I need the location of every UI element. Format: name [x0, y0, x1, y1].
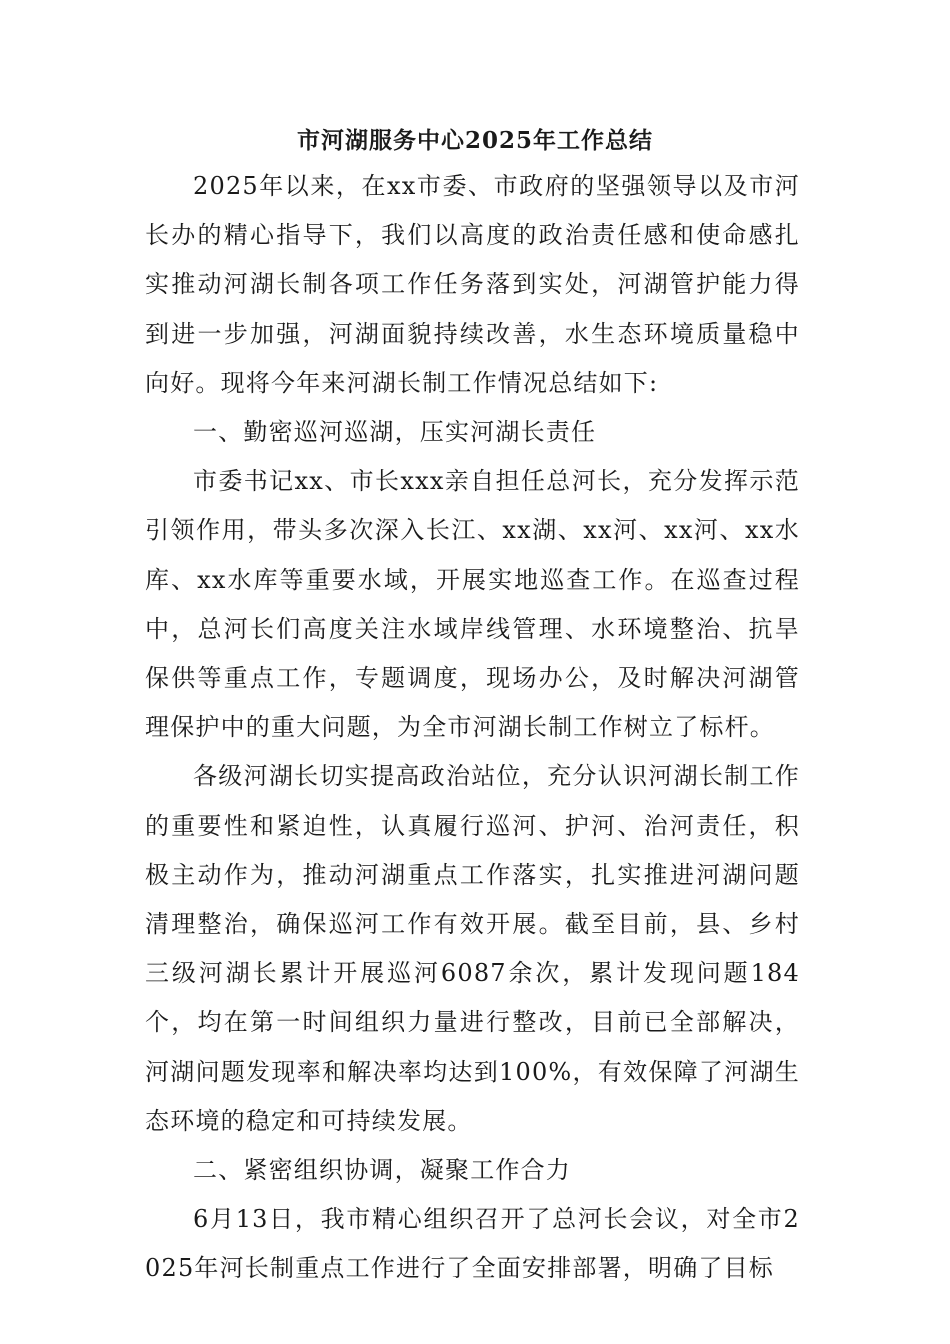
intro-paragraph: 2025年以来，在xx市委、市政府的坚强领导以及市河长办的精心指导下，我们以高度的政治责任感和使命感扎实推动河湖长制各项工作任务落到实处，河湖管护能力得到进一步加强，河湖面貌持续改善，水生态环境质量稳中向好。现将今年来河湖长制工作情况总结如下: — [145, 172, 800, 397]
section-heading-1: 一、勤密巡河巡湖，压实河湖长责任 — [193, 418, 597, 447]
document-body — [145, 162, 800, 1294]
section-1-paragraph-1: 市委书记xx、市长xxx亲自担任总河长，充分发挥示范引领作用，带头多次深入长江、xx湖、xx河、xx河、xx水库、xx水库等重要水域，开展实地巡查工作。在巡查过程中，总河长们高度关注水域岸线管理、水环境整治、抗旱保供等重点工作，专题调度，现场办公，及时解决河湖管理保护中的重大问题，为全市河湖长制工作树立了标杆。 — [145, 467, 800, 742]
section-2-paragraph-1: 6月13日，我市精心组织召开了总河长会议，对全市2025年河长制重点工作进行了全面安排部署，明确了目标 — [145, 1205, 800, 1283]
section-1-paragraph-2: 各级河湖长切实提高政治站位，充分认识河湖长制工作的重要性和紧迫性，认真履行巡河、护河、治河责任，积极主动作为，推动河湖重点工作落实，扎实推进河湖问题清理整治，确保巡河工作有效开展。截至目前，县、乡村三级河湖长累计开展巡河6087余次，累计发现问题184个，均在第一时间组织力量进行整改，目前已全部解决，河湖问题发现率和解决率均达到100%，有效保障了河湖生态环境的稳定和可持续发展。 — [145, 762, 800, 1135]
page-title: 市河湖服务中心2025年工作总结 — [296, 127, 653, 154]
section-heading-2: 二、紧密组织协调，凝聚工作合力 — [193, 1156, 571, 1185]
